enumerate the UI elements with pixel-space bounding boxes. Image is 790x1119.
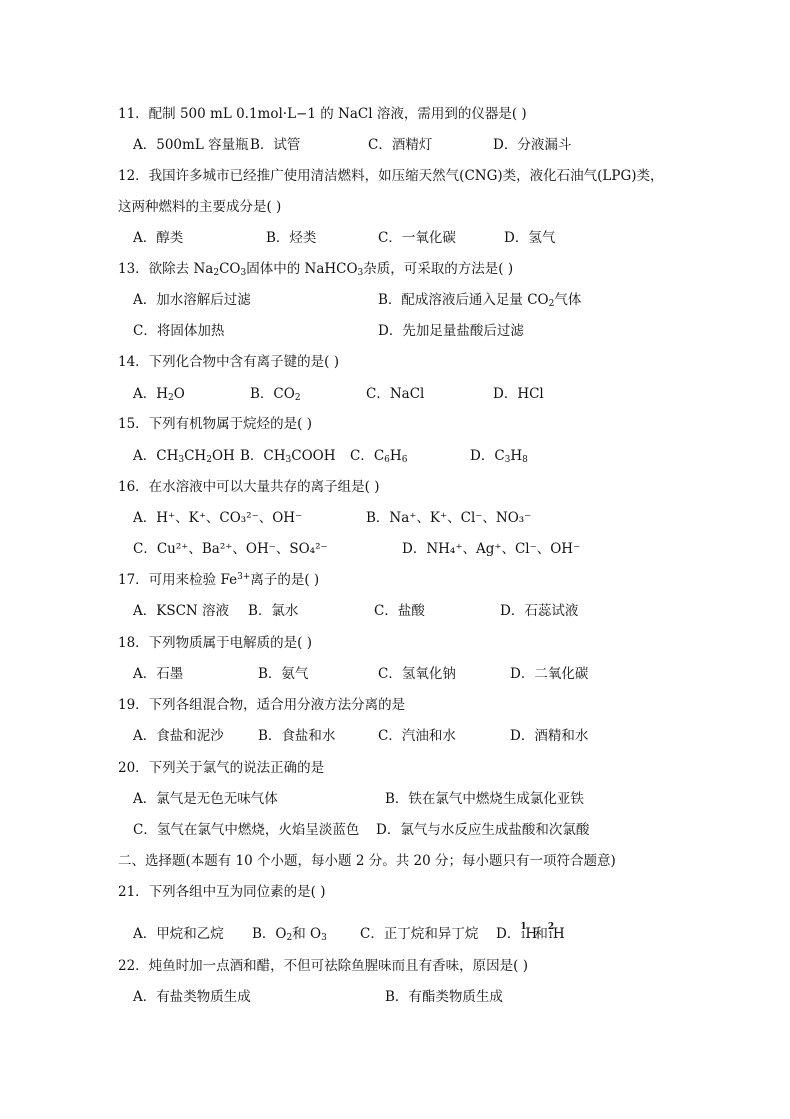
q14-stem: 14．下列化合物中含有离子键的是( ) [118, 354, 340, 370]
q21-option-d: D． 1 1 H 和 2 1 H [496, 922, 565, 942]
q21-stem: 21．下列各组中互为同位素的是( ) [118, 884, 326, 900]
q21-option-a: A．甲烷和乙烷 [133, 926, 224, 942]
q17-option-b: B．氯水 [248, 603, 299, 619]
q18-stem: 18．下列物质属于电解质的是( ) [118, 635, 313, 651]
q21-option-b: B．$O_2$和 $O_3$ [252, 926, 327, 943]
q16-option-c: C．Cu²⁺、Ba²⁺、OH⁻、SO₄²⁻ [133, 541, 328, 557]
q13-option-b: B．配成溶液后通入足量 $CO_2$气体 [378, 292, 582, 309]
q16-option-a: A．H⁺、K⁺、CO₃²⁻、OH⁻ [133, 510, 303, 526]
q14-option-a: A．$H_2O$ [133, 386, 185, 403]
q16-option-d: D．NH₄⁺、Ag⁺、Cl⁻、OH⁻ [402, 541, 581, 557]
q19-option-d: D．酒精和水 [510, 728, 589, 744]
q22-stem: 22．炖鱼时加一点酒和醋，不但可祛除鱼腥味而且有香味，原因是( ) [118, 958, 529, 974]
q14-option-d: D．HCl [493, 386, 544, 402]
section-2-heading: 二、选择题(本题有 10 个小题，每小题 2 分。共 20 分；每小题只有一项符合题意) [118, 853, 616, 869]
q17-option-a: A．KSCN 溶液 [133, 603, 230, 619]
q19-option-c: C．汽油和水 [378, 728, 456, 744]
q17-stem: 17．可用来检验 $Fe^{3+}$离子的是( ) [118, 572, 320, 588]
q20-option-d: D．氯气与水反应生成盐酸和次氯酸 [376, 822, 590, 838]
q20-option-c: C．氢气在氯气中燃烧，火焰呈淡蓝色 [133, 822, 360, 838]
q18-option-b: B．氨气 [258, 666, 309, 682]
q16-option-b: B．Na⁺、K⁺、Cl⁻、NO₃⁻ [366, 510, 532, 526]
q18-option-d: D．二氧化碳 [510, 666, 589, 682]
q12-option-b: B．烃类 [266, 230, 317, 246]
q13-option-c: C．将固体加热 [133, 323, 225, 339]
q12-stem-line1: 12．我国许多城市已经推广使用清洁燃料，如压缩天然气(CNG)类，液化石油气(LPG)类， [118, 168, 664, 184]
q16-stem: 16．在水溶液中可以大量共存的离子组是( ) [118, 479, 380, 495]
q19-stem: 19．下列各组混合物，适合用分液方法分离的是 [118, 697, 406, 713]
q11-option-d: D．分液漏斗 [493, 137, 572, 153]
q18-option-c: C．氢氧化钠 [378, 666, 456, 682]
q11-option-a: A．500mL 容量瓶 [133, 137, 249, 153]
isotope-h2: 2 1 H [547, 922, 565, 942]
q20-stem: 20．下列关于氯气的说法正确的是 [118, 760, 325, 776]
q12-option-a: A．醇类 [133, 230, 184, 246]
q11-option-c: C．酒精灯 [368, 137, 433, 153]
q13-option-a: A．加水溶解后过滤 [133, 292, 251, 308]
q13-stem: 13．欲除去 $Na_2CO_3$固体中的 NaHCO$_3$杂质，可采取的方法是( ) [118, 261, 514, 278]
q12-stem-line2: 这两种燃料的主要成分是( ) [118, 199, 282, 215]
q15-option-b: B．$CH_3COOH$ [240, 448, 336, 465]
q19-option-b: B．食盐和水 [258, 728, 336, 744]
q11-stem: 11．配制 500 mL 0.1mol·L−1 的 NaCl 溶液，需用到的仪器是( ) [118, 106, 527, 122]
q15-option-c: C．$C_6H_6$ [350, 448, 408, 465]
q15-option-d: D．$C_3H_8$ [470, 448, 528, 465]
q17-option-c: C．盐酸 [374, 603, 425, 619]
q13-option-d: D．先加足量盐酸后过滤 [378, 323, 524, 339]
q20-option-b: B．铁在氯气中燃烧生成氯化亚铁 [385, 791, 584, 807]
q15-option-a: A．$CH_3CH_2OH$ [133, 448, 235, 465]
q22-option-a: A．有盐类物质生成 [133, 989, 251, 1005]
q12-option-c: C．一氧化碳 [378, 230, 456, 246]
q20-option-a: A．氯气是无色无味气体 [133, 791, 278, 807]
q22-option-b: B．有酯类物质生成 [385, 989, 503, 1005]
q14-option-c: C．NaCl [366, 386, 425, 402]
q12-option-d: D．氢气 [504, 230, 556, 246]
q14-option-b: B．$CO_2$ [250, 386, 301, 403]
q18-option-a: A．石墨 [133, 666, 184, 682]
q19-option-a: A．食盐和泥沙 [133, 728, 224, 744]
q15-stem: 15．下列有机物属于烷烃的是( ) [118, 416, 313, 432]
q11-option-b: B．试管 [250, 137, 301, 153]
q17-option-d: D．石蕊试液 [500, 603, 579, 619]
q21-option-c: C．正丁烷和异丁烷 [360, 926, 479, 942]
isotope-h1: 1 1 H [520, 922, 538, 942]
